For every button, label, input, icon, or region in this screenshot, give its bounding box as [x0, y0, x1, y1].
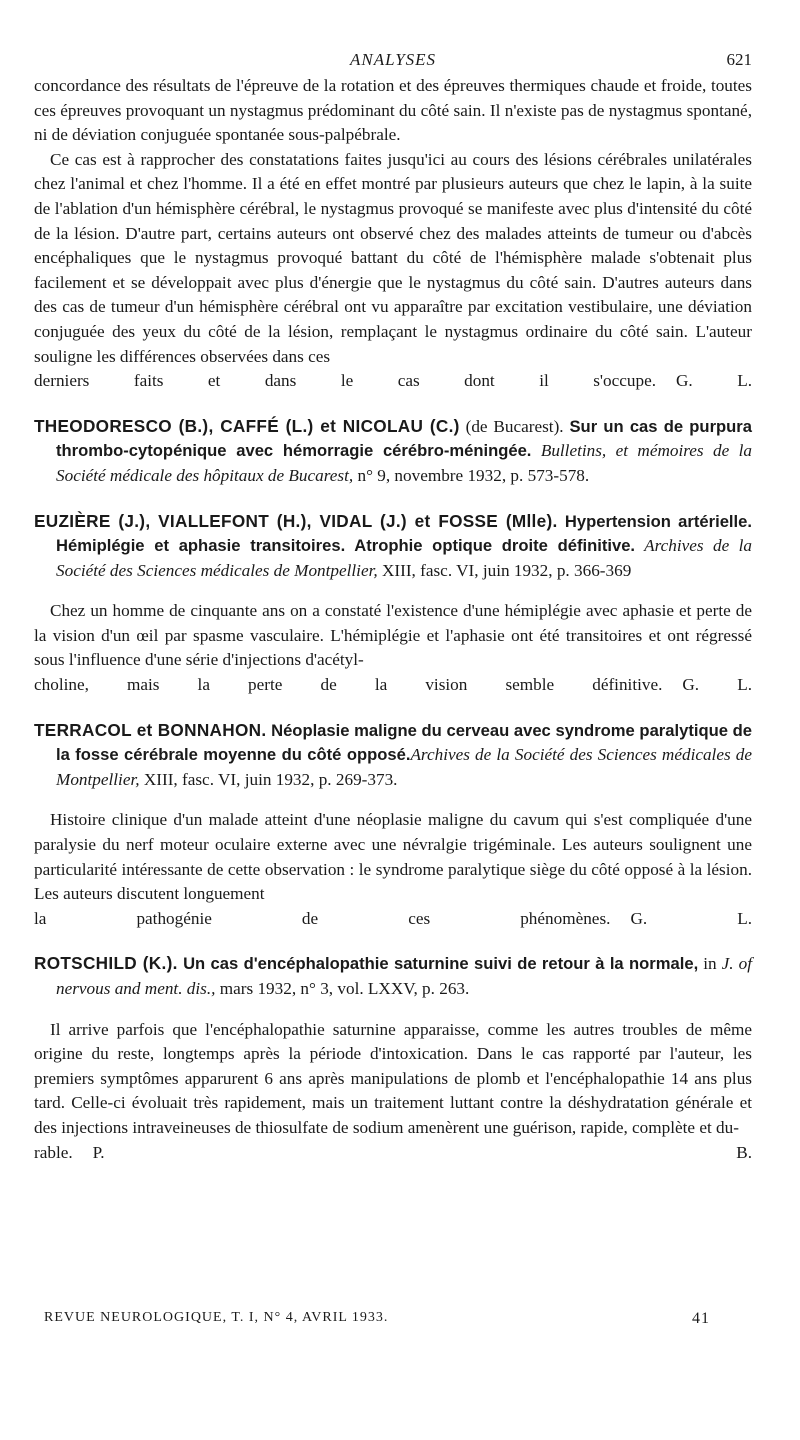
- journal-prefix: in: [698, 954, 722, 974]
- article-title: Hypertension artérielle. Hémiplégie et aphasie transitoires. Atrophie optique droite définitive.: [56, 511, 752, 556]
- citation: [34, 509, 752, 584]
- signature: P. B.: [92, 1142, 752, 1162]
- citation: [34, 718, 752, 793]
- page: [34, 50, 752, 1165]
- journal-details: XIII, fasc. VI, juin 1932, p. 366-369: [377, 560, 632, 580]
- intro-abstract: [34, 74, 752, 394]
- signature: G. L.: [682, 675, 752, 695]
- journal-details: mars 1932, n° 3, vol. LXXV, p. 263.: [215, 979, 470, 998]
- article-title: Sur un cas de purpura thrombo-cytopénique avec hémorragie cérébro-méningée.: [56, 416, 752, 461]
- footer-sheet-number: 41: [692, 1310, 710, 1327]
- authors: ROTSCHILD (K.).: [34, 953, 178, 974]
- intro-last-text: derniers faits et dans le cas dont il s'occupe.: [34, 371, 656, 391]
- page-footer: [44, 1310, 710, 1326]
- signature: G. L.: [630, 908, 753, 928]
- abstract-last-text: choline, mais la perte de la vision semble définitive.: [34, 675, 663, 695]
- abstract-last-text: rable.: [34, 1142, 73, 1162]
- entry-theodoresco: [34, 414, 752, 489]
- authors: TERRACOL et BONNAHON.: [34, 719, 267, 740]
- intro-last-line: [34, 369, 752, 394]
- journal-name: Bulletins, et mémoires de la Société médicale des hôpitaux de Bucarest,: [56, 441, 752, 485]
- entry-rotschild: [34, 951, 752, 1165]
- article-title: Néoplasie maligne du cerveau avec syndrome paralytique de la fosse cérébrale moyenne du côté opposé.: [56, 720, 752, 765]
- journal-name: J. of nervous and ment. dis.,: [56, 954, 752, 998]
- authors: THEODORESCO (B.), CAFFÉ (L.) et NICOLAU (C.): [34, 415, 460, 436]
- authors: EUZIÈRE (J.), VIALLEFONT (H.), VIDAL (J.) et FOSSE (Mlle).: [34, 510, 558, 531]
- entry-euziere: [34, 509, 752, 698]
- journal-details: n° 9, novembre 1932, p. 573-578.: [353, 465, 590, 485]
- abstract-last-line: [34, 1141, 752, 1166]
- abstract-last-line: [34, 907, 752, 932]
- citation: [34, 414, 752, 489]
- journal-name: Archives de la Société des Sciences médicales de Montpellier,: [56, 745, 752, 789]
- abstract: Il arrive parfois que l'encéphalopathie saturnine apparaisse, comme les autres troubles de même origine du reste, longtemps après la période d'intoxication. Dans le cas rapporté par l'auteur, les premiers symptômes apparurent 6 ans après manipulations de plomb et l'encéphalopathie 14 ans plus tard. Celle-ci évoluait très rapidement, mais un traitement luttant contre la déshydratation générale et des injections intraveineuses de thiosulfate de sodium amenèrent une guérison, rapide, complète et du-: [34, 1019, 752, 1137]
- intro-paragraph-1: concordance des résultats de l'épreuve de la rotation et des épreuves thermiques chaude et froide, toutes ces épreuves provoquant un nystagmus prédominant du côté sain. Il n'existe pas de nystagmus spontané, ni de déviation conjuguée spontanée sous-palpébrale.: [34, 76, 752, 145]
- footer-journal: REVUE NEUROLOGIQUE, T. I, N° 4, AVRIL 1933.: [44, 1310, 389, 1325]
- intro-signature: G. L.: [676, 371, 752, 391]
- running-title: ANALYSES: [349, 50, 437, 69]
- journal-details: XIII, fasc. VI, juin 1932, p. 269-373.: [139, 769, 398, 789]
- abstract-last-text: la pathogénie de ces phénomènes.: [34, 908, 611, 928]
- abstract-last-line: [34, 673, 752, 698]
- page-number: 621: [726, 50, 752, 69]
- abstract: Chez un homme de cinquante ans on a constaté l'existence d'une hémiplégie avec aphasie et perte de la vision d'un œil par spasme vasculaire. L'hémiplégie et l'aphasie ont été transitoires et ont régressé sous l'influence d'une série d'injections d'acétyl-: [34, 601, 752, 670]
- entry-terracol: [34, 718, 752, 932]
- journal-name: Archives de la Société des Sciences médicales de Montpellier,: [56, 536, 752, 580]
- page-header: [34, 50, 752, 74]
- citation: [34, 951, 752, 1001]
- origin: (de Bucarest).: [459, 416, 570, 436]
- article-title: Un cas d'encéphalopathie saturnine suivi de retour à la normale,: [177, 954, 699, 974]
- abstract: Histoire clinique d'un malade atteint d'une néoplasie maligne du cavum qui s'est compliquée d'une paralysie du nerf moteur oculaire externe avec une névralgie trigéminale. Les auteurs soulignent une particularité intéressante de cette observation : le syndrome paralytique siège du côté opposé à la lésion. Les auteurs discutent longuement: [34, 810, 752, 904]
- intro-paragraph-2: Ce cas est à rapprocher des constatations faites jusqu'ici au cours des lésions cérébrales unilatérales chez l'animal et chez l'homme. Il a été en effet montré par plusieurs auteurs que chez le lapin, à la suite de l'ablation d'un hémisphère cérébral, le nystagmus provoqué se manifeste avec plus d'intensité du côté de la lésion. D'autre part, certains auteurs ont observé chez des malades atteints de tumeur ou d'abcès encéphaliques que le nystagmus provoqué battant du côté de l'hémisphère malade s'obtenait plus facilement et se développait avec plus d'énergie que le nystagmus du côté sain. D'autres auteurs dans des cas de tumeur d'un hémisphère cérébral ont vu apparaître par excitation vestibulaire, une déviation conjuguée des yeux du côté de la lésion, remplaçant le nystagmus ordinaire du côté sain. L'auteur souligne les différences observées dans ces: [34, 149, 752, 366]
